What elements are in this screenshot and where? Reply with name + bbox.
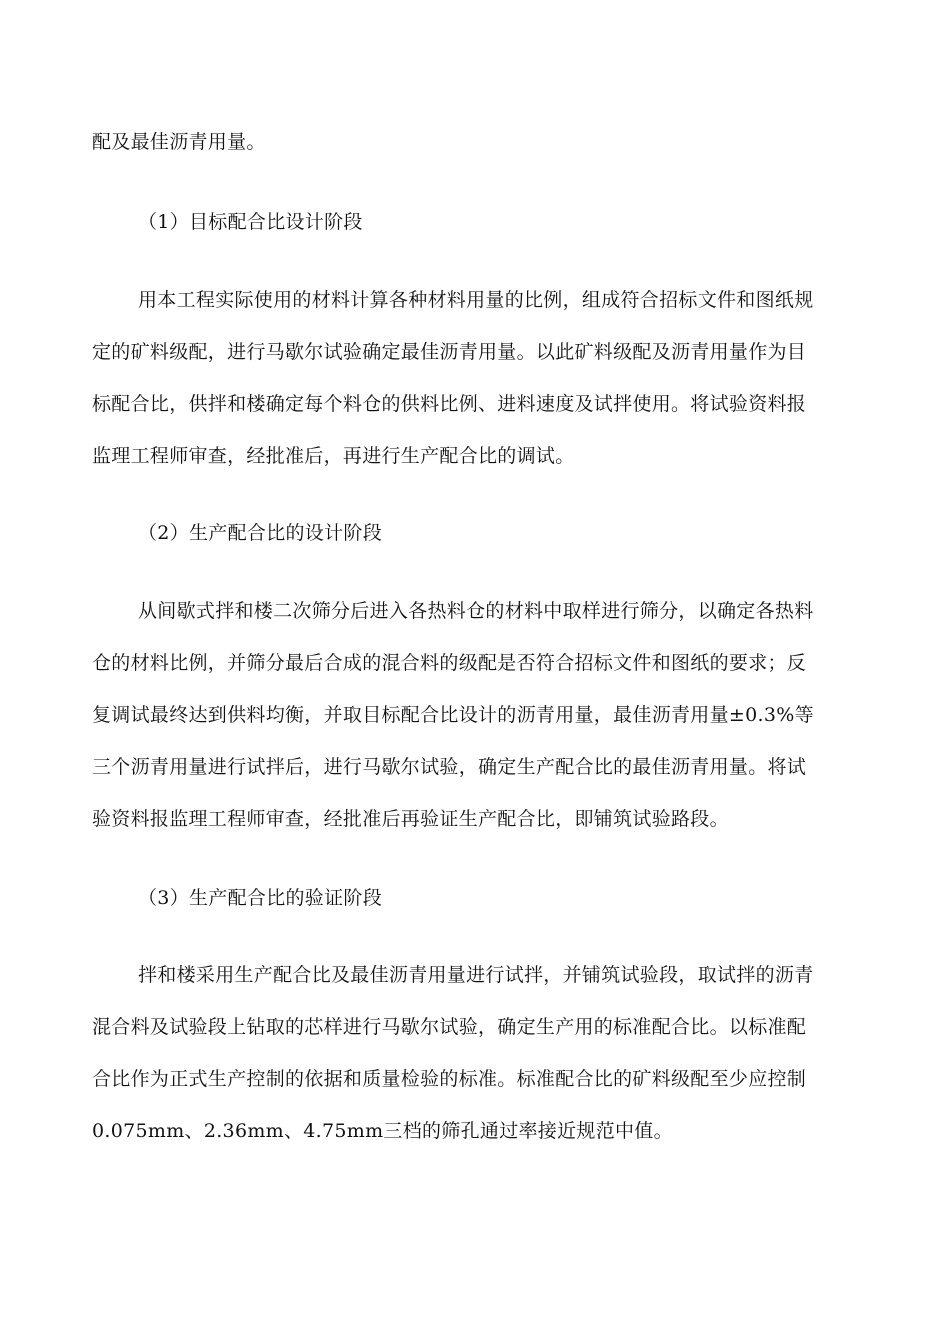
paragraph-line: 0.075mm、2.36mm、4.75mm三档的筛孔通过率接近规范中值。 <box>92 1120 673 1142</box>
paragraph-line: 验资料报监理工程师审查，经批准后再验证生产配合比，即铺筑试验路段。 <box>92 808 729 830</box>
paragraph-line: 配及最佳沥青用量。 <box>92 131 266 153</box>
paragraph-line: 合比作为正式生产控制的依据和质量检验的标准。标准配合比的矿料级配至少应控制 <box>92 1068 807 1090</box>
section-heading-1: （1）目标配合比设计阶段 <box>138 211 363 233</box>
paragraph-line: 混合料及试验段上钻取的芯样进行马歇尔试验，确定生产用的标准配合比。以标准配 <box>92 1016 807 1038</box>
section-heading-2: （2）生产配合比的设计阶段 <box>138 522 382 544</box>
paragraph-line: 仓的材料比例，并筛分最后合成的混合料的级配是否符合招标文件和图纸的要求；反 <box>92 652 807 674</box>
paragraph-line: 从间歇式拌和楼二次筛分后进入各热料仓的材料中取样进行筛分，以确定各热料 <box>138 600 814 622</box>
paragraph-line: 用本工程实际使用的材料计算各种材料用量的比例，组成符合招标文件和图纸规 <box>138 289 814 311</box>
section-heading-3: （3）生产配合比的验证阶段 <box>138 887 382 909</box>
paragraph-line: 定的矿料级配，进行马歇尔试验确定最佳沥青用量。以此矿料级配及沥青用量作为目 <box>92 341 807 363</box>
paragraph-line: 拌和楼采用生产配合比及最佳沥青用量进行试拌，并铺筑试验段，取试拌的沥青 <box>138 964 814 986</box>
paragraph-line: 复调试最终达到供料均衡，并取目标配合比设计的沥青用量，最佳沥青用量±0.3%等 <box>92 704 814 726</box>
paragraph-line: 三个沥青用量进行试拌后，进行马歇尔试验，确定生产配合比的最佳沥青用量。将试 <box>92 756 807 778</box>
paragraph-line: 监理工程师审查，经批准后，再进行生产配合比的调试。 <box>92 445 575 467</box>
paragraph-line: 标配合比，供拌和楼确定每个料仓的供料比例、进料速度及试拌使用。将试验资料报 <box>92 393 807 415</box>
